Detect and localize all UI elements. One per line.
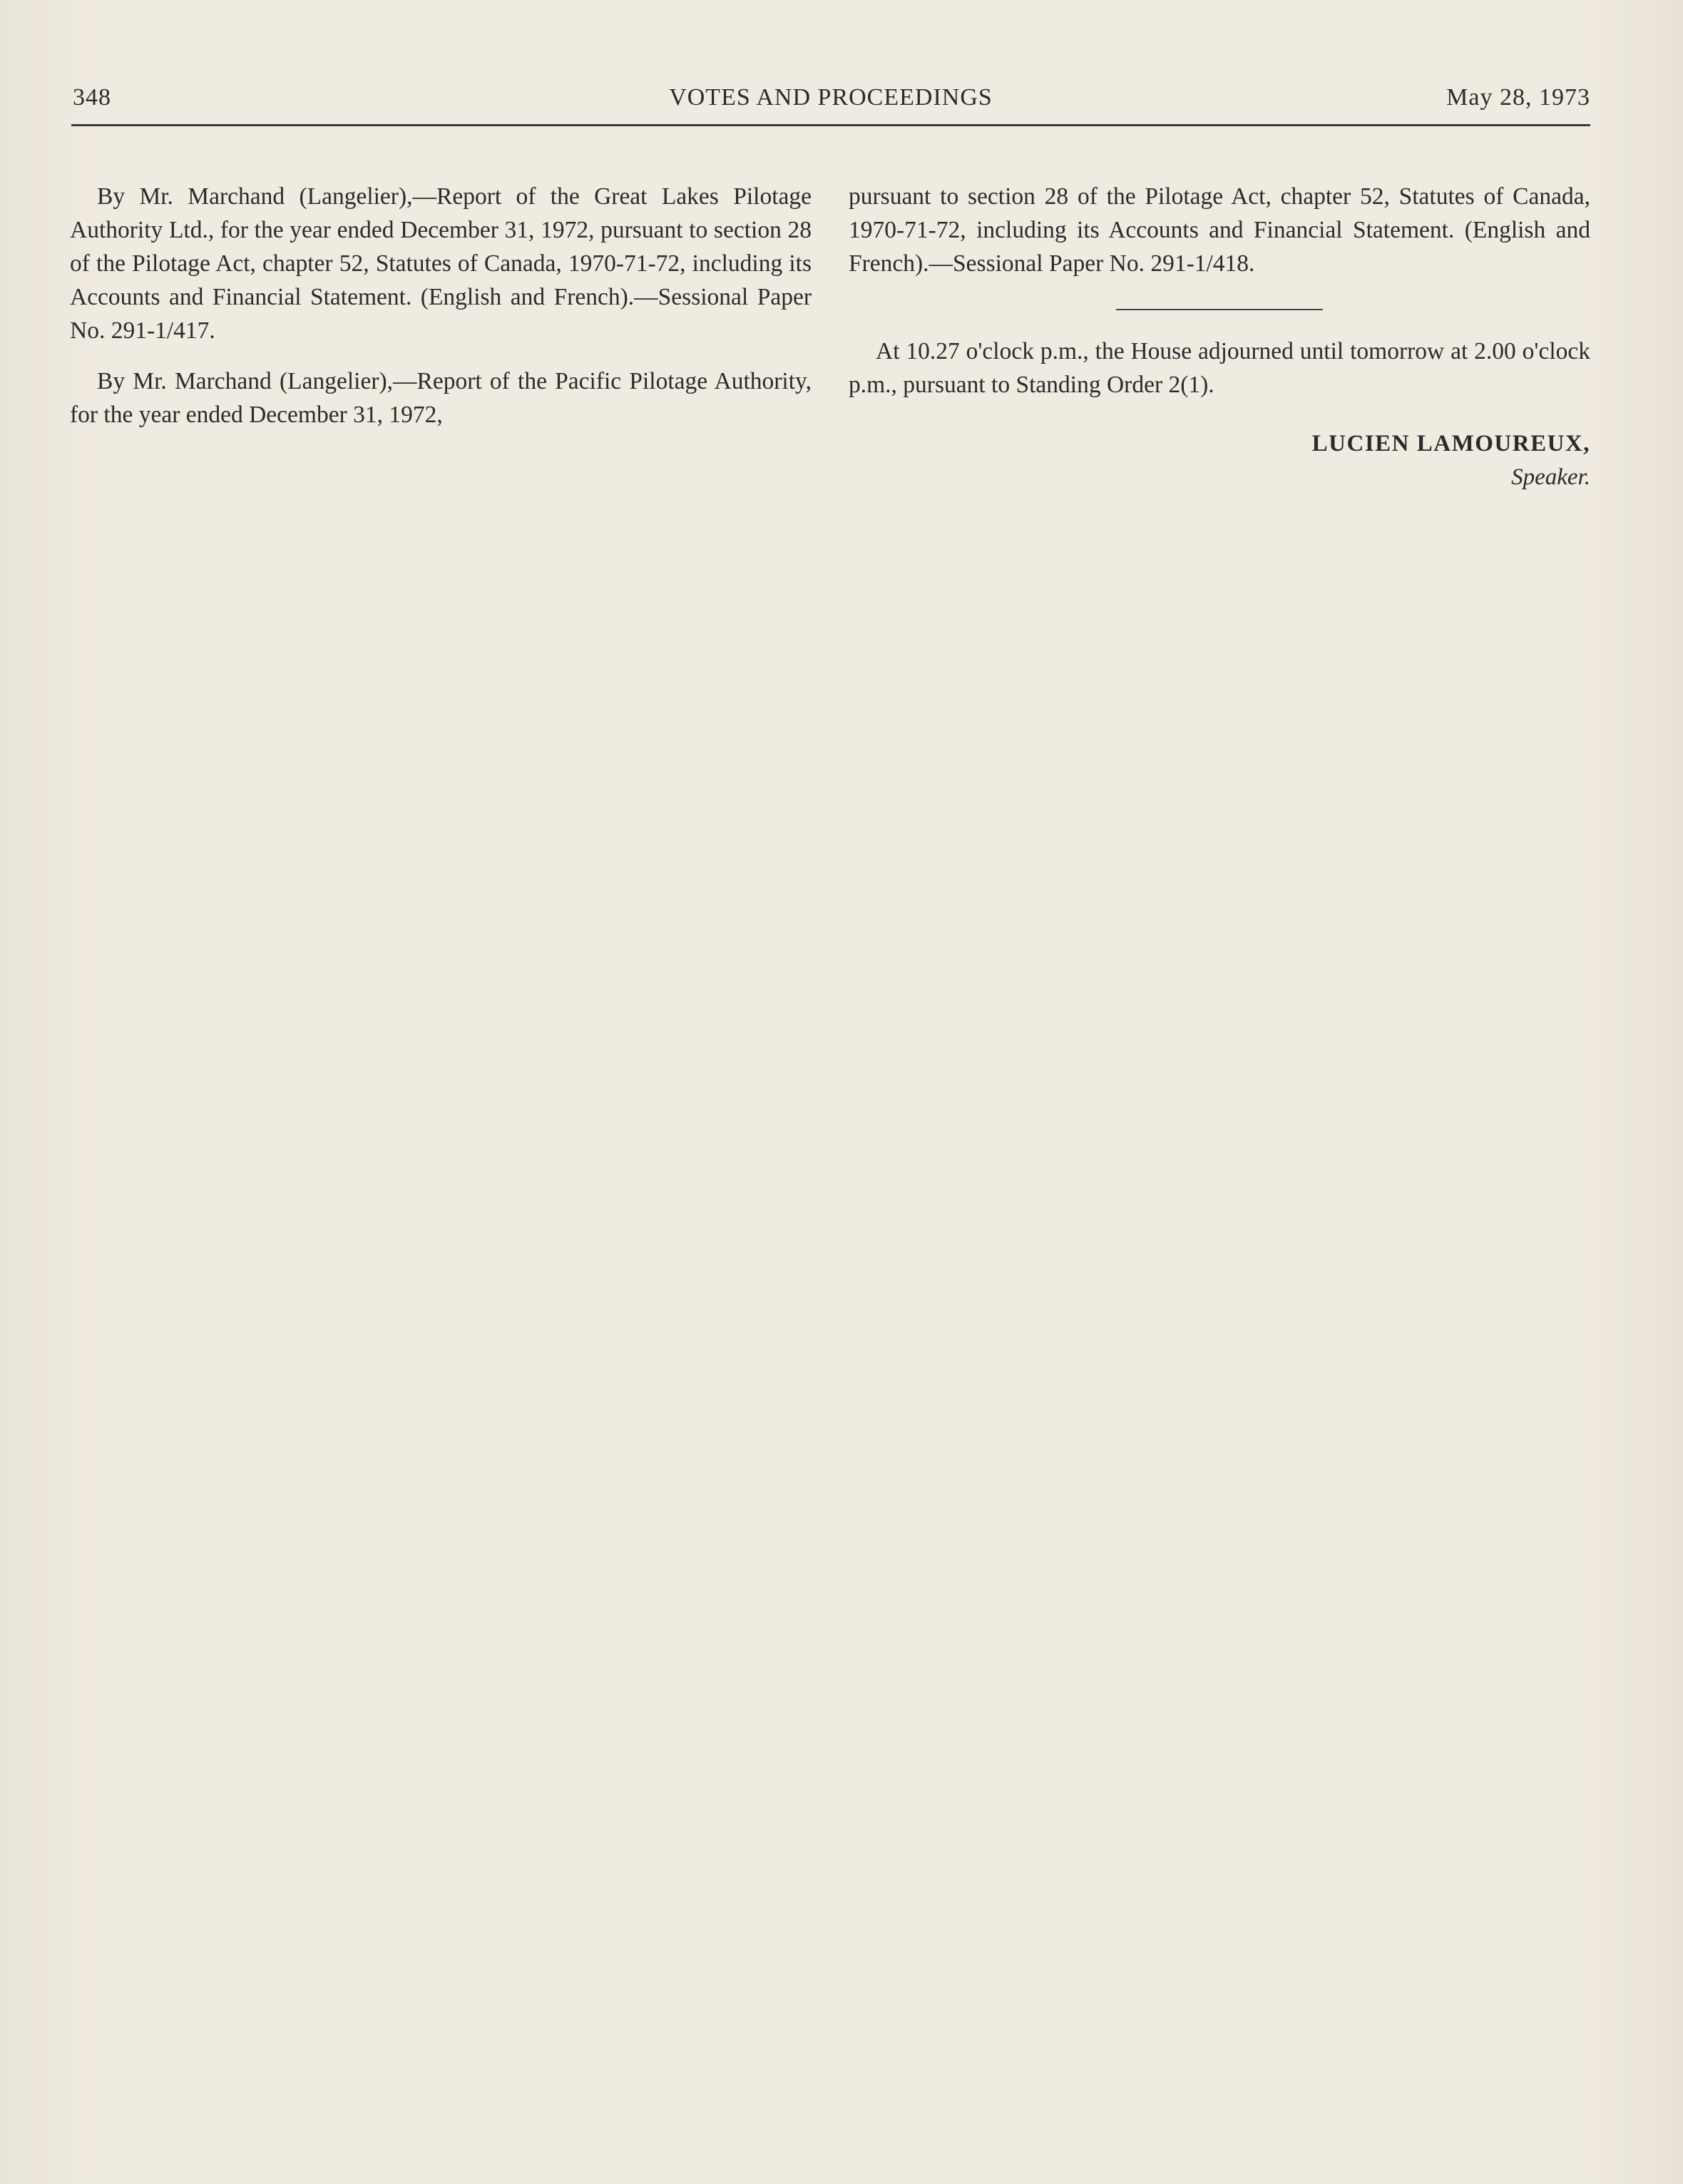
page-date: May 28, 1973 xyxy=(1446,84,1590,111)
report-great-lakes-pilotage: By Mr. Marchand (Langelier),—Report of the Great Lakes Pilotage Authority Ltd., for the year ended December 31, 1972, pursuant to section 28 of the Pilotage Act, chapter 52, Statutes of Canada, 1970-71-72, including its Accounts and Financial Statement. (English and French).—Sessional Paper No. 291-1/417. xyxy=(70,183,812,344)
left-column xyxy=(70,180,812,449)
page-number: 348 xyxy=(73,84,111,111)
section-divider xyxy=(1116,309,1323,310)
page-title: VOTES AND PROCEEDINGS xyxy=(669,84,993,111)
right-column xyxy=(849,180,1590,494)
speaker-title: Speaker. xyxy=(1511,464,1590,490)
report-pacific-pilotage-continued: pursuant to section 28 of the Pilotage Act, chapter 52, Statutes of Canada, 1970-71-72, including its Accounts and Financial Statement. (English and French).—Sessional Paper No. 291-1/418. xyxy=(849,183,1590,277)
adjournment-notice: At 10.27 o'clock p.m., the House adjourned until tomorrow at 2.00 o'clock p.m., pursuant to Standing Order 2(1). xyxy=(849,338,1590,398)
speaker-name: LUCIEN LAMOUREUX, xyxy=(1311,431,1590,456)
report-pacific-pilotage: By Mr. Marchand (Langelier),—Report of the Pacific Pilotage Authority, for the year ended December 31, 1972, xyxy=(70,368,812,428)
page-header xyxy=(71,84,1590,126)
